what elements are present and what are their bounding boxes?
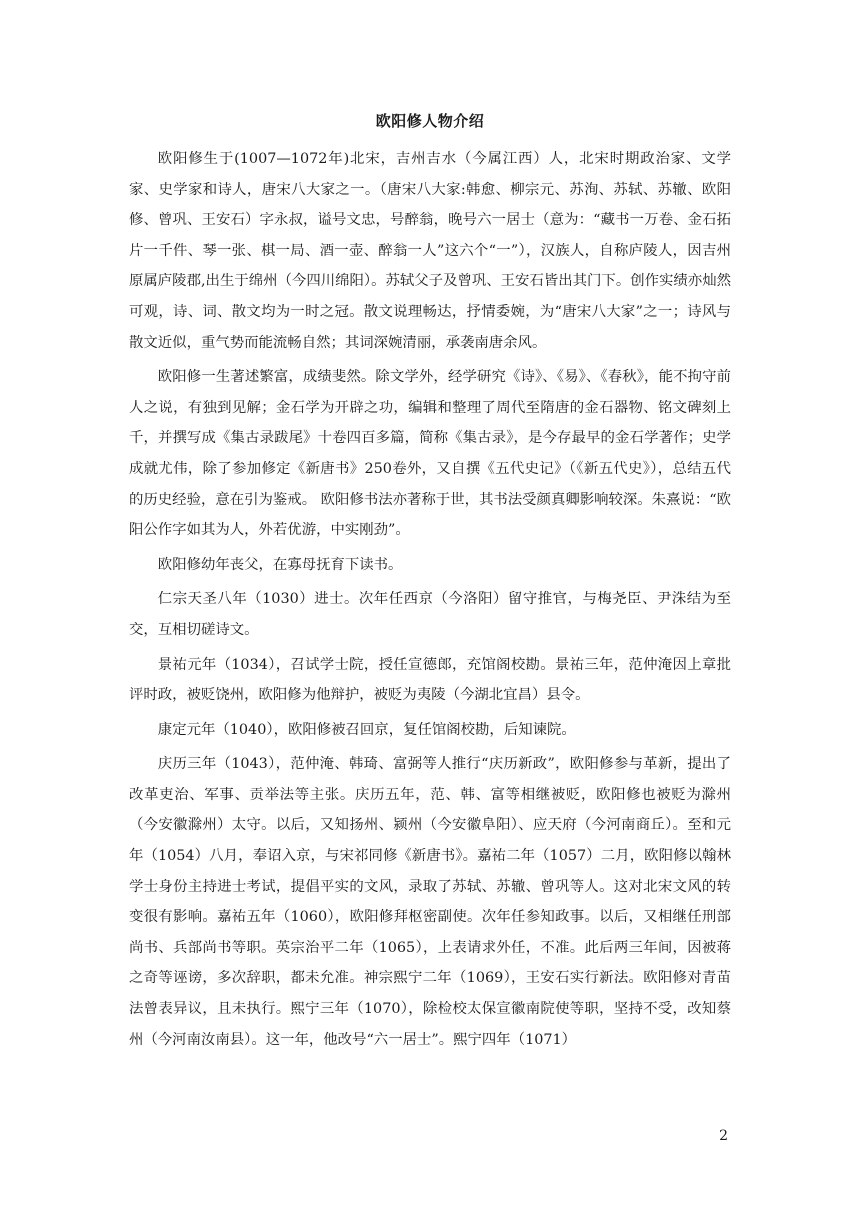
document-title: 欧阳修人物介绍 xyxy=(375,112,485,130)
page-number: 2 xyxy=(719,1128,728,1144)
paragraph-intro: 欧阳修生于(1007—1072年)北宋，吉州吉水（今属江西）人，北宋时期政治家、文学家、史学家和诗人，唐宋八大家之一。（唐宋八大家:韩愈、柳宗元、苏洵、苏轼、苏辙、欧阳修、曾巩、王安石）字永叔，谥号文忠，号醉翁，晚号六一居士（意为：“藏书一万卷、金石拓片一千件、琴一张、棋一局、酒一壶、醉翁一人”这六个“一”），汉族人，自称庐陵人，因吉州原属庐陵郡,出生于绵州（今四川绵阳）。苏轼父子及曾巩、王安石皆出其门下。创作实绩亦灿然可观，诗、词、散文均为一时之冠。散文说理畅达，抒情委婉，为“唐宋八大家”之一；诗风与散文近似，重气势而能流畅自然；其词深婉清丽，承袭南唐余风。 xyxy=(129,151,731,351)
paragraph-1043: 庆历三年（1043），范仲淹、韩琦、富弼等人推行“庆历新政”，欧阳修参与革新，提出了改革吏治、军事、贡举法等主张。庆历五年，范、韩、富等相继被贬，欧阳修也被贬为滁州（今安徽滁州）太守。以后，又知扬州、颍州（今安徽阜阳）、应天府（今河南商丘）。至和元年（1054）八月，奉诏入京，与宋祁同修《新唐书》。嘉祐二年（1057）二月，欧阳修以翰林学士身份主持进士考试，提倡平实的文风，录取了苏轼、苏辙、曾巩等人。这对北宋文风的转变很有影响。嘉祐五年（1060），欧阳修拜枢密副使。次年任参知政事。以后，又相继任刑部尚书、兵部尚书等职。英宗治平二年（1065），上表请求外任，不准。此后两三年间，因被蒋之奇等诬谤，多次辞职，都未允准。神宗熙宁二年（1069），王安石实行新法。欧阳修对青苗法曾表异议，且未执行。熙宁三年（1070），除检校太保宣徽南院使等职，坚持不受，改知蔡州（今河南汝南县）。这一年，他改号“六一居士”。熙宁四年（1071） xyxy=(129,756,731,1048)
document-body xyxy=(129,144,731,1055)
paragraph-works: 欧阳修一生著述繁富，成绩斐然。除文学外，经学研究《诗》、《易》、《春秋》，能不拘守前人之说，有独到见解；金石学为开辟之功，编辑和整理了周代至隋唐的金石器物、铭文碑刻上千，并撰写成《集古录跋尾》十卷四百多篇，简称《集古录》，是今存最早的金石学著作；史学成就尤伟，除了参加修定《新唐书》250卷外，又自撰《五代史记》（《新五代史》），总结五代的历史经验，意在引为鉴戒。 欧阳修书法亦著称于世，其书法受颜真卿影响较深。朱熹说：“欧阳公作字如其为人，外若优游，中实刚劲”。 xyxy=(129,369,731,539)
paragraph-1030: 仁宗天圣八年（1030）进士。次年任西京（今洛阳）留守推官，与梅尧臣、尹洙结为至交，互相切磋诗文。 xyxy=(129,591,731,638)
paragraph-1034: 景祐元年（1034），召试学士院，授任宣德郎，充馆阁校勘。景祐三年，范仲淹因上章批评时政，被贬饶州，欧阳修为他辩护，被贬为夷陵（今湖北宜昌）县令。 xyxy=(129,656,731,704)
paragraph-childhood: 欧阳修幼年丧父，在寡母抚育下读书。 xyxy=(157,556,403,573)
paragraph-1040: 康定元年（1040），欧阳修被召回京，复任馆阁校勘，后知谏院。 xyxy=(157,721,576,738)
